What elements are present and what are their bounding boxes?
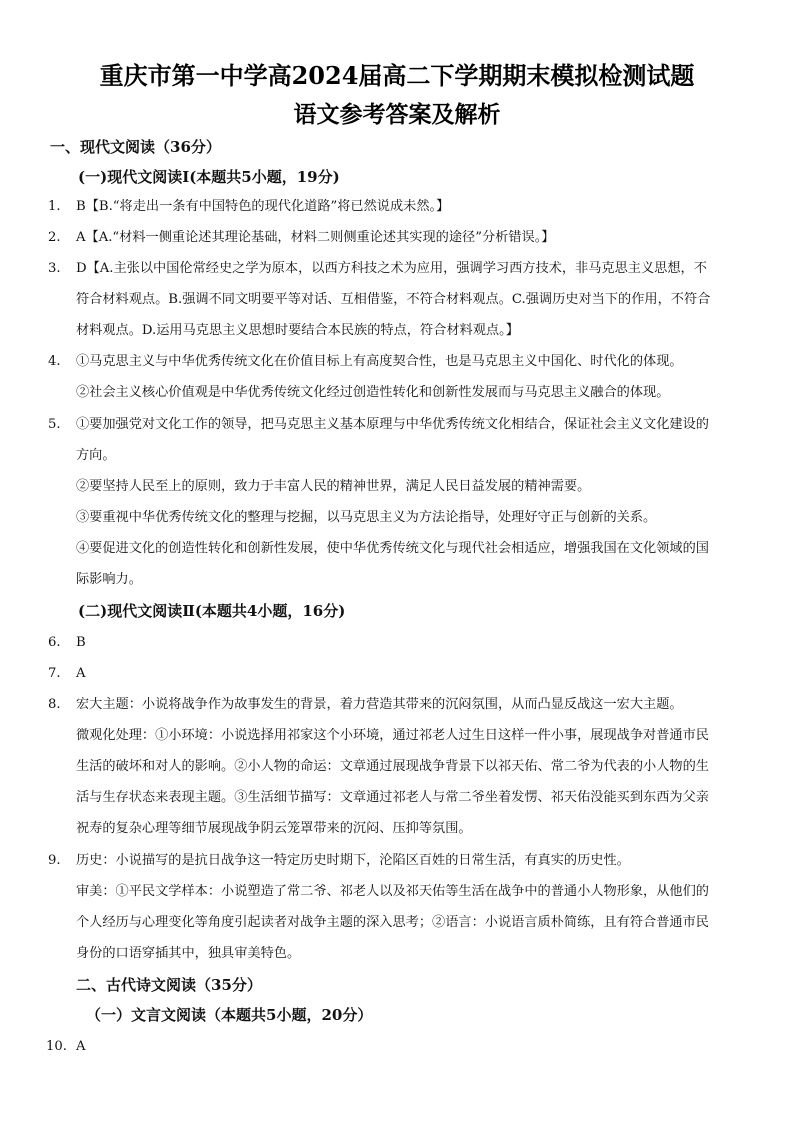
- section-1-part-2-heading: (二)现代文阅读Ⅱ(本题共4小题，16分): [78, 602, 346, 620]
- answer-line: 审美：①平民文学样本：小说塑造了常二爷、祁老人以及祁天佑等生活在战争中的普通小人物形象，从他们的: [76, 884, 709, 899]
- answer-text: A: [76, 666, 86, 681]
- answer-line: ②要坚持人民至上的原则，致力于丰富人民的精神世界，满足人民日益发展的精神需要。: [76, 479, 591, 494]
- answer-text: B: [76, 635, 86, 650]
- answer-line: 活与生存状态来表现主题。③生活细节描写：文章通过祁老人与常二爷坐着发愣、祁天佑没能买到东西为父亲: [76, 790, 709, 805]
- section-2-heading: 二、古代诗文阅读（35分）: [76, 976, 262, 994]
- answer-line: 生活的破坏和对人的影响。②小人物的命运：文章通过展现战争背景下以祁天佑、常二爷为代表的小人物的生: [76, 759, 709, 774]
- question-number: 10.: [46, 1039, 67, 1054]
- answer-line: 身份的口语穿插其中，独具审美特色。: [76, 946, 301, 961]
- question-number: 2.: [48, 230, 61, 245]
- section-1-heading: 一、现代文阅读（36分）: [50, 138, 221, 156]
- answer-text: A: [76, 1039, 86, 1054]
- page-title: 重庆市第一中学高2024届高二下学期期末模拟检测试题: [99, 61, 695, 90]
- question-number: 8.: [48, 697, 61, 712]
- answer-line: 方向。: [76, 448, 116, 463]
- page-subtitle: 语文参考答案及解析: [293, 101, 501, 128]
- answer-line: 际影响力。: [76, 572, 142, 587]
- question-number: 4.: [48, 354, 61, 369]
- answer-line: 微观化处理：①小环境：小说选择用祁家这个小环境，通过祁老人过生日这样一件小事，展现战争对普通市民: [76, 728, 709, 743]
- question-number: 5.: [48, 417, 61, 432]
- answer-line: 宏大主题：小说将战争作为故事发生的背景，着力营造其带来的沉闷氛围，从而凸显反战这一宏大主题。: [76, 697, 683, 712]
- question-number: 3.: [48, 261, 61, 276]
- section-2-part-1-heading: （一）文言文阅读（本题共5小题，20分）: [86, 1006, 373, 1024]
- answer-line: ③要重视中华优秀传统文化的整理与挖掘，以马克思主义为方法论指导，处理好守正与创新的关系。: [76, 510, 657, 525]
- question-number: 7.: [48, 666, 61, 681]
- answer-line: 祝寿的复杂心理等细节展现战争阴云笼罩带来的沉闷、压抑等氛围。: [76, 821, 472, 836]
- answer-line: 符合材料观点。B.强调不同文明要平等对话、互相借鉴，不符合材料观点。C.强调历史对当下的作用，不符合: [76, 292, 711, 307]
- answer-text: A【A.“材料一侧重论述其理论基础，材料二则侧重论述其实现的途径”分析错误。】: [76, 230, 555, 245]
- answer-line: D【A.主张以中国伦常经史之学为原本，以西方科技之术为应用，强调学习西方技术，非马克思主义思想，不: [76, 261, 707, 276]
- answer-line: ①要加强党对文化工作的领导，把马克思主义基本原理与中华优秀传统文化相结合，保证社会主义文化建设的: [76, 417, 709, 432]
- question-number: 9.: [48, 853, 61, 868]
- answer-line: 历史：小说描写的是抗日战争这一特定历史时期下，沦陷区百姓的日常生活，有真实的历史性。: [76, 853, 630, 868]
- question-number: 1.: [48, 199, 61, 214]
- answer-line: 个人经历与心理变化等角度引起读者对战争主题的深入思考；②语言：小说语言质朴简练，且有符合普通市民: [76, 915, 709, 930]
- answer-line: 材料观点。D.运用马克思主义思想时要结合本民族的特点，符合材料观点。】: [76, 323, 519, 338]
- answer-line: ②社会主义核心价值观是中华优秀传统文化经过创造性转化和创新性发展而与马克思主义融合的体现。: [76, 385, 670, 400]
- answer-line: ④要促进文化的创造性转化和创新性发展，使中华优秀传统文化与现代社会相适应，增强我国在文化领域的国: [76, 541, 709, 556]
- answer-line: ①马克思主义与中华优秀传统文化在价值目标上有高度契合性，也是马克思主义中国化、时代化的体现。: [76, 354, 683, 369]
- answer-text: B【B.“将走出一条有中国特色的现代化道路”将已然说成未然。】: [76, 199, 450, 214]
- question-number: 6.: [48, 635, 61, 650]
- section-1-part-1-heading: (一)现代文阅读Ⅰ(本题共5小题，19分): [78, 168, 340, 186]
